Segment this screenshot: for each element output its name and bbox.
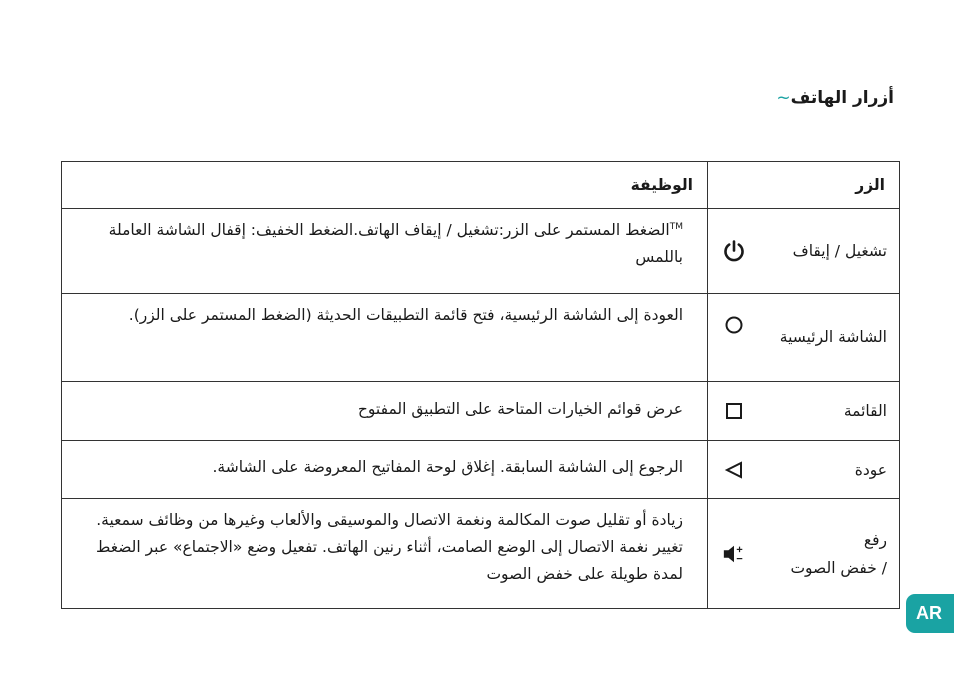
button-label: عودة xyxy=(854,460,887,479)
function-cell: الرجوع إلى الشاشة السابقة. إغلاق لوحة المفاتيح المعروضة على الشاشة. xyxy=(62,441,708,499)
triangle-back-icon xyxy=(722,458,746,482)
table-row xyxy=(62,382,900,441)
function-cell xyxy=(62,209,708,294)
function-text: الضغط المستمر على الزر:تشغيل / إيقاف الهاتف.الضغط الخفيف: إقفال الشاشة العاملة باللمس xyxy=(108,221,683,266)
button-label xyxy=(790,526,887,582)
buttons-table xyxy=(61,161,900,609)
button-label: القائمة xyxy=(843,402,887,420)
function-cell: عرض قوائم الخيارات المتاحة على التطبيق المفتوح xyxy=(62,382,708,441)
function-cell: العودة إلى الشاشة الرئيسية، فتح قائمة التطبيقات الحديثة (الضغط المستمر على الزر). xyxy=(62,294,708,382)
table-row xyxy=(62,499,900,609)
language-badge: AR xyxy=(906,594,954,633)
title-text: أزرار الهاتف xyxy=(790,88,894,108)
table-row xyxy=(62,209,900,294)
table-row xyxy=(62,441,900,499)
header-function: الوظيفة xyxy=(62,162,708,209)
table-row xyxy=(62,294,900,382)
button-label-line2: / خفض الصوت xyxy=(790,558,887,577)
square-menu-icon xyxy=(722,399,746,423)
section-title xyxy=(770,88,894,108)
button-label: تشغيل / إيقاف xyxy=(792,242,887,260)
button-label: الشاشة الرئيسية xyxy=(779,328,887,346)
button-cell xyxy=(708,209,900,294)
button-cell xyxy=(708,294,900,382)
button-cell xyxy=(708,441,900,499)
title-tilde: ~ xyxy=(776,88,791,108)
power-icon xyxy=(722,239,746,263)
header-button: الزر xyxy=(708,162,900,209)
function-cell: زيادة أو تقليل صوت المكالمة ونغمة الاتصال والموسيقى والألعاب وغيرها من وظائف سمعية. تغيير نغمة الاتصال إلى الوضع الصامت، أثناء رنين الهاتف. تفعيل وضع «الاجتماع» عبر الضغط لمدة طويلة على خفض الصوت xyxy=(62,499,708,609)
trademark-mark: TM xyxy=(669,221,683,232)
table-header-row xyxy=(62,162,900,209)
volume-icon xyxy=(722,542,746,566)
circle-home-icon xyxy=(722,313,746,337)
button-label-line1: رفع xyxy=(863,530,887,549)
button-cell xyxy=(708,499,900,609)
button-cell xyxy=(708,382,900,441)
